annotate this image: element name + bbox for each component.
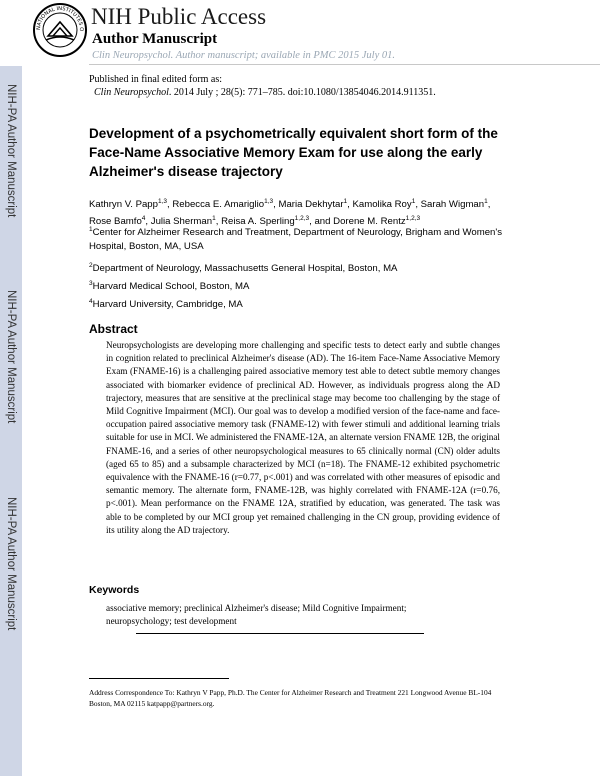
- footnote-divider: [89, 678, 229, 679]
- abstract-heading: Abstract: [89, 322, 138, 336]
- affiliation: $^2$Department of Neurology, Massachusetts General Hospital, Boston, MA: [89, 262, 398, 275]
- nih-public-access-title: NIH Public Access: [91, 4, 267, 29]
- affiliation: $^3$Harvard Medical School, Boston, MA: [89, 280, 250, 293]
- correspondence-footnote: Address Correspondence To: Kathryn V Papp, Ph.D. The Center for Alzheimer Research and Treatment 221 Longwood Avenue BL-104 Boston, MA 02115 katpapp@partners.org.: [89, 688, 492, 708]
- keywords-divider: [136, 633, 424, 634]
- author-list: Kathryn V. Papp$^{1,3}$, Rebecca E. Amariglio$^{1,3}$, Maria Dekhytar$^1$, Kamolika Roy$^1$, Sarah Wigman$^1$, Rose Bamfo$^4$, Julia Sherman$^1$, Reisa A. Sperling$^{1,2,3}$, and Dorene M. Rentz$^{1,2,3}$: [89, 198, 491, 228]
- published-in-label: Published in final edited form as:: [89, 74, 223, 85]
- author: Rose Bamfo: [89, 216, 142, 228]
- article-title: Development of a psychometrically equivalent short form of the Face-Name Associative Memory Exam for use along the early Alzheimer's disease trajectory: [89, 126, 498, 179]
- author: Sarah Wigman: [420, 199, 485, 211]
- author: Dorene M. Rentz: [333, 216, 406, 228]
- affiliation: $^4$Harvard University, Cambridge, MA: [89, 298, 243, 311]
- author: Kathryn V. Papp: [89, 199, 158, 211]
- header-divider: [89, 64, 600, 65]
- journal-name: Clin Neuropsychol: [94, 87, 169, 98]
- author: Julia Sherman: [150, 216, 213, 228]
- author: Maria Dekhytar: [278, 199, 344, 211]
- keywords-list: associative memory; preclinical Alzheimer's disease; Mild Cognitive Impairment; neuropsychology; test development: [106, 603, 407, 626]
- author: Reisa A. Sperling: [221, 216, 295, 228]
- affiliation: $^1$Center for Alzheimer Research and Treatment, Department of Neurology, Brigham and Women's Hospital, Boston, MA, USA: [89, 226, 503, 253]
- author-manuscript-label: Author Manuscript: [92, 31, 218, 47]
- keywords-heading: Keywords: [89, 584, 140, 596]
- pmc-availability-note: Clin Neuropsychol. Author manuscript; available in PMC 2015 July 01.: [92, 50, 396, 61]
- nih-seal-logo: [32, 2, 88, 58]
- publication-info: [89, 73, 436, 99]
- author: Rebecca E. Amariglio: [172, 199, 265, 211]
- citation: [89, 86, 436, 99]
- abstract-body: Neuropsychologists are developing more challenging and specific tests to detect early and subtle changes in cognition related to preclinical Alzheimer's disease (AD). The 16-item Face-Name Associative Memory Exam (FNAME-16) is a challenging paired associative memory test able to detect subtle memory changes associated with biomarker evidence of preclinical AD. However, as individuals progress along the AD trajectory, measures that are sensitive at the preclinical stage may become too challenging by the stage of Mild Cognitive Impairment (MCI). Our goal was to develop a modified version of the face-name and face-occupation paired associative memory task (FNAME-12) with fewer stimuli and additional learning trials suitable for use in MCI. We administered the FNAME-12A, an alternate version FNAME 12B, the original FNAME-16, and a series of other neuropsychological measures to 65 clinically normal (CN) older adults (aged 65 to 85) and a subsample characterized by MCI (n=18). The FNAME-12 exhibited psychometric equivalence with the FNAME-16 (r=0.77, p<.001) and was correlated with other measures of episodic and semantic memory. The alternate form, FNAME-12B, was highly correlated with FNAME-12A (r=0.76, p<.001). Mean performance on the FNAME 12A, stratified by education, was generated. The task was able to be completed by our MCI group yet remained challenging in the CN group, providing evidence of its utility along the AD trajectory.: [106, 340, 500, 535]
- seal-text: NATIONAL INSTITUTES O: [35, 5, 85, 32]
- author: Kamolika Roy: [352, 199, 412, 211]
- citation-details: . 2014 July ; 28(5): 771–785. doi:10.1080/13854046.2014.911351.: [168, 87, 436, 98]
